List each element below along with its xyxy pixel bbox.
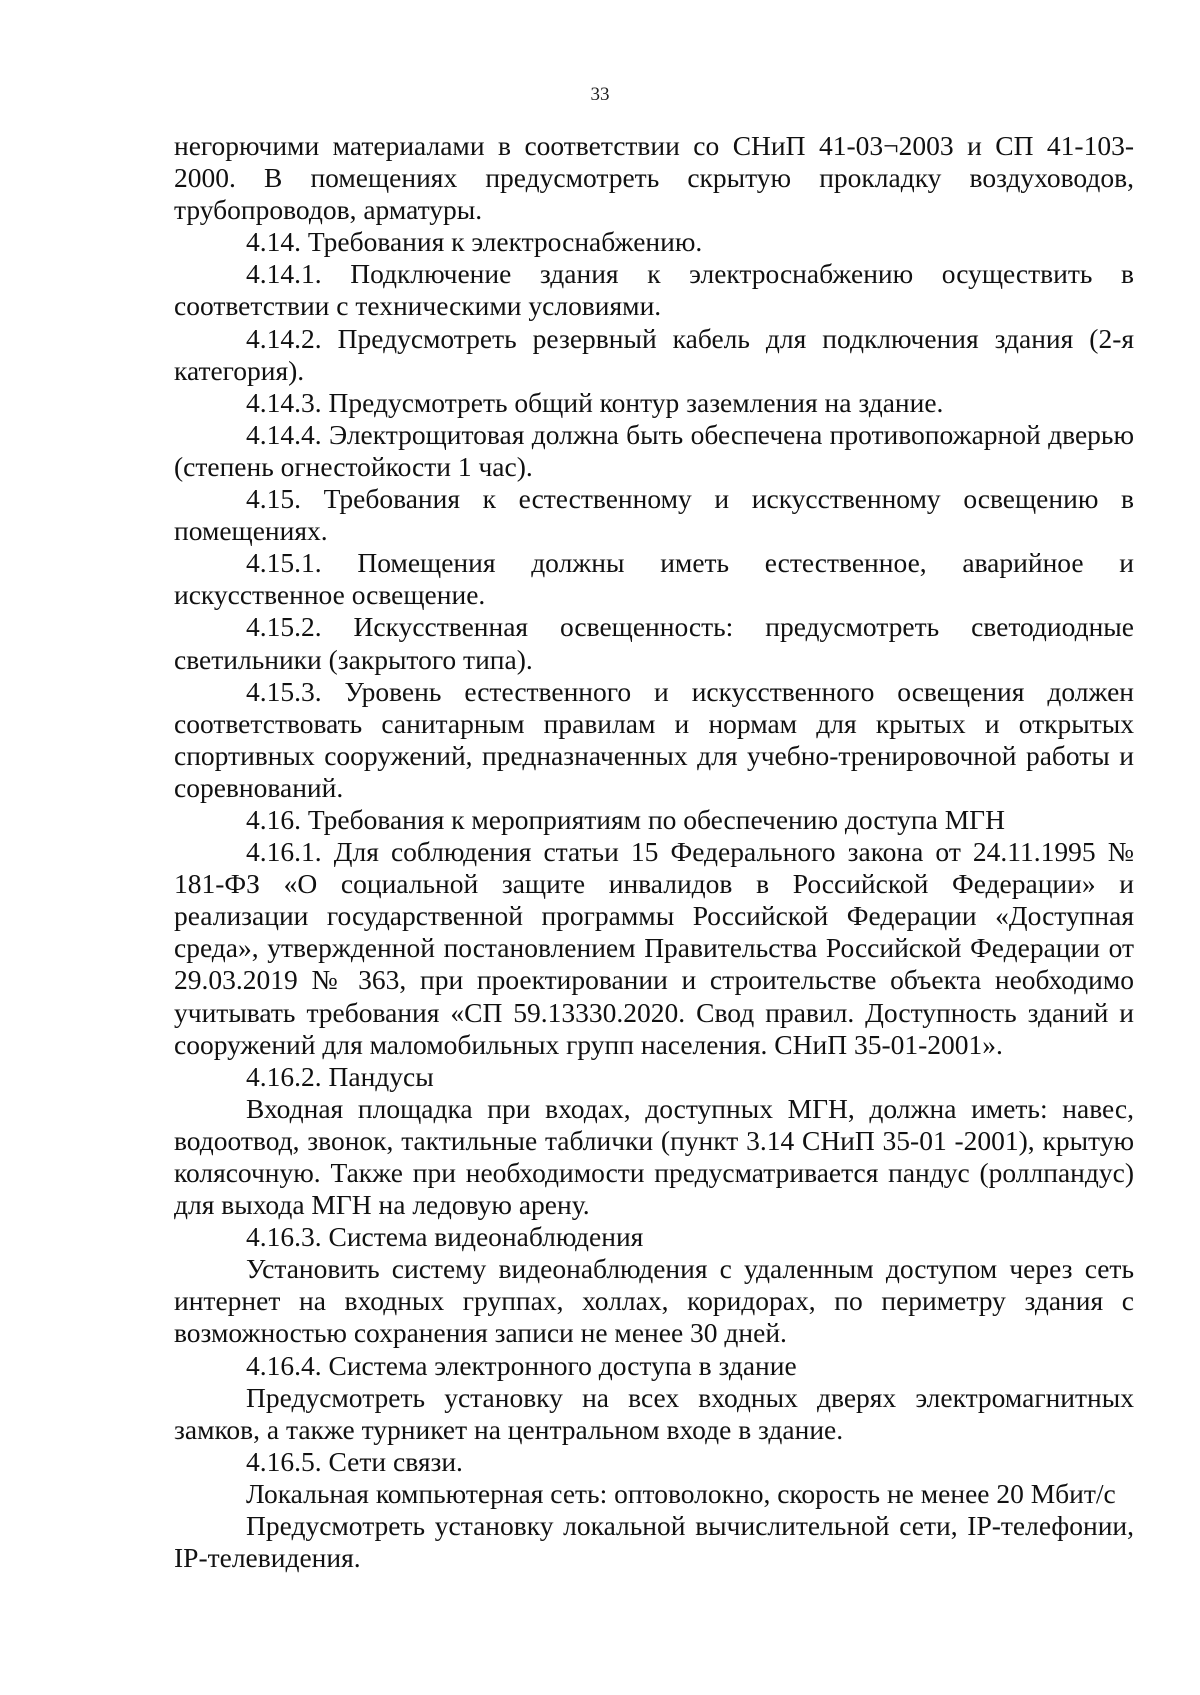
paragraph-video-surveillance: Установить систему видеонаблюдения с удаленным доступом через сеть интернет на входных группах, холлах, коридорах, по периметру здания с возможностью сохранения записи не менее 30 дней. (174, 1253, 1134, 1349)
paragraph-power-connection: 4.14.1. Подключение здания к электроснабжению осуществить в соответствии с техническими условиями. (174, 258, 1134, 322)
paragraph-ramps: Входная площадка при входах, доступных МГН, должна иметь: навес, водоотвод, звонок, тактильные таблички (пункт 3.14 СНиП 35-01 -2001), крытую колясочную. Также при необходимости предусматривается пандус (роллпандус) для выхода МГН на ледовую арену. (174, 1092, 1134, 1221)
paragraph-lighting-level: 4.15.3. Уровень естественного и искусственного освещения должен соответствовать санитарным правилам и нормам для крытых и открытых спортивных сооружений, предназначенных для учебно-тренировочной работы и соревнований. (174, 675, 1134, 803)
paragraph-reserve-cable: 4.14.2. Предусмотреть резервный кабель для подключения здания (2-я категория). (174, 322, 1134, 386)
paragraph-lighting-types: 4.15.1. Помещения должны иметь естественное, аварийное и искусственное освещение. (174, 547, 1134, 611)
paragraph-ventilation-continuation: негорючими материалами в соответствии со СНиП 41-03¬2003 и СП 41-103-2000. В помещениях предусмотреть скрытую прокладку воздуховодов, трубопроводов, арматуры. (174, 130, 1134, 226)
subsection-heading-ramps: 4.16.2. Пандусы (246, 1060, 434, 1092)
paragraph-local-network: Локальная компьютерная сеть: оптоволокно, скорость не менее 20 Мбит/с (246, 1477, 1116, 1509)
subsection-heading-networks: 4.16.5. Сети связи. (246, 1445, 463, 1477)
page-number: 33 (590, 84, 610, 105)
paragraph-switchboard-door: 4.14.4. Электрощитовая должна быть обеспечена противопожарной дверью (степень огнестойкости 1 час). (174, 418, 1134, 482)
subsection-heading-access-control: 4.16.4. Система электронного доступа в здание (246, 1349, 797, 1381)
paragraph-ip-services: Предусмотреть установку локальной вычислительной сети, IP-телефонии, IP-телевидения. (174, 1510, 1134, 1574)
section-heading-power-supply: 4.14. Требования к электроснабжению. (246, 226, 703, 258)
paragraph-access-control: Предусмотреть установку на всех входных дверях электромагнитных замков, а также турникет на центральном входе в здание. (174, 1381, 1134, 1445)
paragraph-grounding: 4.14.3. Предусмотреть общий контур заземления на здание. (246, 386, 944, 418)
subsection-heading-video-surveillance: 4.16.3. Система видеонаблюдения (246, 1221, 644, 1253)
paragraph-federal-law: 4.16.1. Для соблюдения статьи 15 Федерального закона от 24.11.1995 № 181-ФЗ «О социальной защите инвалидов в Российской Федерации» и реализации государственной программы Российской Федерации «Доступная среда», утвержденной постановлением Правительства Российской Федерации от 29.03.2019 № 363, при проектировании и строительстве объекта необходимо учитывать требования «СП 59.13330.2020. Свод правил. Доступность зданий и сооружений для маломобильных групп населения. СНиП 35-01-2001». (174, 836, 1134, 1060)
section-heading-lighting: 4.15. Требования к естественному и искусственному освещению в помещениях. (174, 483, 1134, 547)
section-heading-mgn-access: 4.16. Требования к мероприятиям по обеспечению доступа МГН (246, 803, 1005, 835)
document-body (174, 130, 1134, 1574)
paragraph-artificial-lighting: 4.15.2. Искусственная освещенность: предусмотреть светодиодные светильники (закрытого типа). (174, 611, 1134, 675)
